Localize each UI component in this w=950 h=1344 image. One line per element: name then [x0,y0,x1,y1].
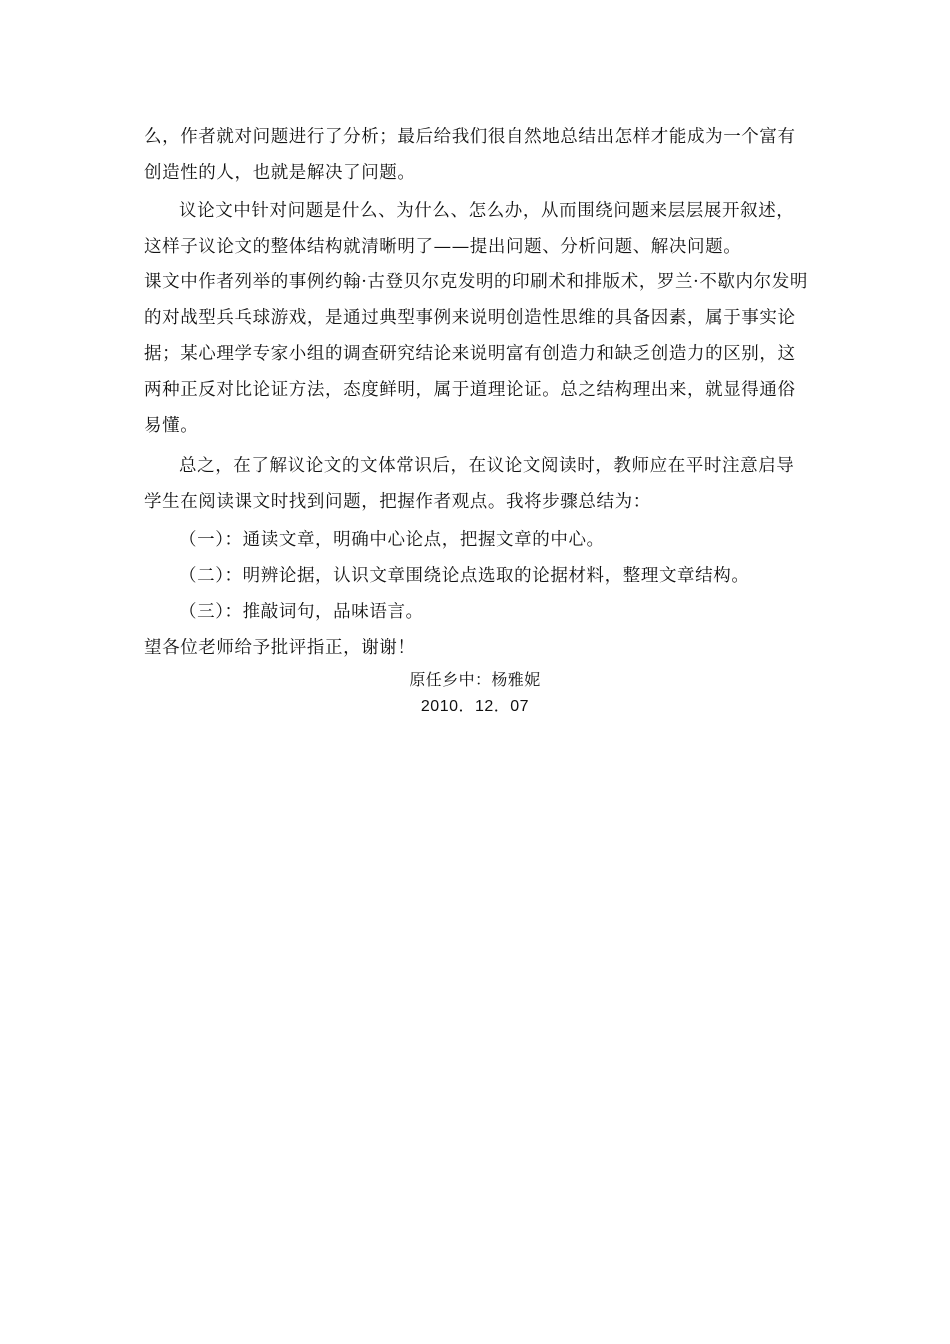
step-item: （三）：推敲词句，品味语言。 [179,602,424,622]
paragraph-summary: 总之，在了解议论文的文体常识后，在议论文阅读时，教师应在平时注意启导学生在阅读课文时找到问题，把握作者观点。我将步骤总结为： [144,456,795,512]
step-item: （二）：明辨论据，认识文章围绕论点选取的论据材料，整理文章结构。 [179,566,750,586]
paragraph-structure: 议论文中针对问题是什么、为什么、怎么办，从而围绕问题来层层展开叙述，这样子议论文的整体结构就清晰明了——提出问题、分析问题、解决问题。 [144,201,795,257]
closing-remark: 望各位老师给予批评指正，谢谢！ [144,638,416,658]
signature-date: 2010．12．07 [420,698,530,715]
signature-author: 原任乡中：杨雅妮 [409,670,541,689]
paragraph-analysis: 么，作者就对问题进行了分析；最后给我们很自然地总结出怎样才能成为一个富有创造性的人，也就是解决了问题。 [144,127,796,183]
steps-list [144,522,810,630]
paragraph-evidence: 课文中作者列举的事例约翰·古登贝尔克发明的印刷术和排版术，罗兰·不歇内尔发明的对战型兵乓球游戏，是通过典型事例来说明创造性思维的具备因素，属于事实论据；某心理学专家小组的调查研究结论来说明富有创造力和缺乏创造力的区别，这两种正反对比论证方法，态度鲜明，属于道理论证。总之结构理出来，就显得通俗易懂。 [144,272,808,436]
step-item: （一）：通读文章，明确中心论点，把握文章的中心。 [179,530,605,550]
